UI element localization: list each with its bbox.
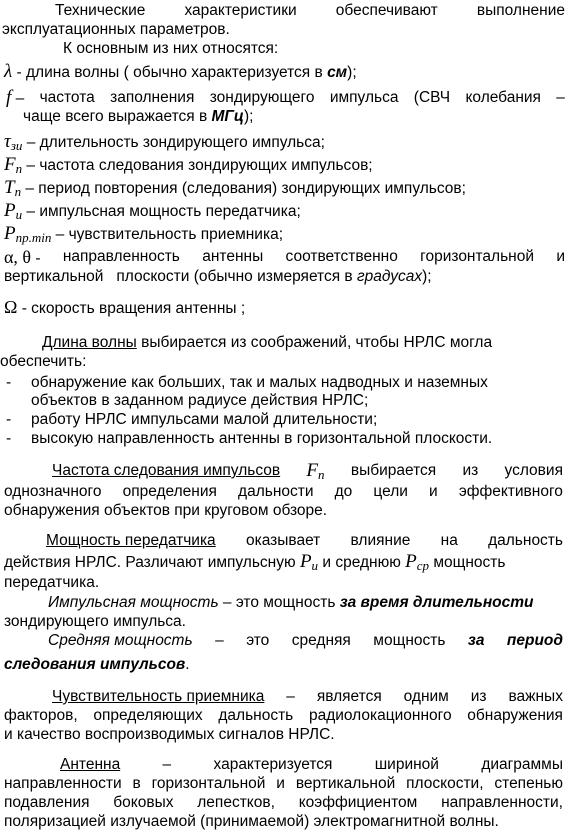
emphasis: за время длительности — [339, 594, 534, 611]
term-frequency: Частота следования импульсов — [52, 462, 281, 479]
word: заполнения — [110, 89, 195, 106]
term-sensitivity: Чувствительность приемника — [52, 688, 265, 705]
word: дальности — [238, 483, 314, 500]
word: определяющих — [93, 707, 203, 724]
subscript: п — [15, 161, 23, 176]
freq-line-2 — [0, 483, 575, 501]
P-symbol: P — [299, 551, 312, 572]
param-text: - длина волны ( обычно характеризуется в — [12, 64, 328, 81]
paragraph-text: и среднюю — [318, 554, 406, 571]
param-text: – частота следования зондирующих импульсов; — [22, 157, 373, 174]
word: направленности — [4, 775, 122, 792]
power-average-line-2 — [4, 656, 575, 674]
param-text: – импульсная мощность передатчика; — [22, 203, 301, 220]
paragraph-text: выбирается из соображений, чтобы НРЛС могла — [136, 334, 493, 351]
word: направленности, — [441, 794, 563, 811]
word: важных — [508, 688, 563, 705]
param-text: ); — [243, 108, 254, 125]
word: горизонтальной — [151, 775, 266, 792]
freq-line-3: обнаружения объектов при круговом обзоре. — [4, 502, 328, 519]
f-symbol: f — [6, 87, 12, 108]
bullet-dash: - — [6, 411, 12, 428]
word: – — [162, 756, 172, 773]
intro-line-3: К основным из них относятся: — [63, 40, 279, 57]
term-impulse-power: Импульсная мощность — [48, 594, 219, 611]
param-f-line-1 — [0, 89, 575, 108]
param-alpha-line-2 — [4, 268, 575, 286]
F-symbol: F — [4, 154, 16, 175]
param-omega — [4, 298, 575, 318]
intro-line-1 — [0, 2, 575, 20]
lambda-symbol: λ — [4, 61, 13, 82]
word: обеспечивают — [335, 2, 438, 19]
sens-line-2 — [0, 707, 575, 725]
word: выполнение — [476, 2, 565, 19]
word: направленность — [62, 248, 180, 265]
param-text: ); — [422, 268, 432, 285]
word: частота — [39, 89, 95, 106]
power-line-1 — [0, 532, 575, 550]
word: радиолокационного — [308, 707, 452, 724]
word: – — [215, 632, 224, 649]
word: характеристики — [184, 2, 297, 19]
tau-symbol: τ — [4, 131, 11, 152]
word: характеризуется — [213, 756, 333, 773]
param-text: вертикальной плоскости (обычно измеряется в — [4, 268, 357, 285]
wave-bullet-1-cont — [0, 392, 575, 410]
word: – — [11, 90, 25, 107]
word: и — [276, 775, 285, 792]
word: горизонтальной — [420, 248, 534, 265]
word: мощность — [373, 632, 446, 649]
P-symbol: P — [405, 551, 417, 572]
word: на — [440, 532, 458, 549]
word: дальность — [218, 707, 294, 724]
sens-line-1 — [0, 688, 575, 706]
subscript: п — [14, 184, 22, 199]
alpha-theta-symbol: α, θ — [4, 247, 32, 267]
power-average-line-1 — [0, 632, 575, 650]
paragraph-text: – это мощность — [218, 594, 340, 611]
unit: МГц — [211, 108, 244, 125]
bullet-text: высокую направленность антенны в горизонтальной плоскости. — [31, 430, 493, 447]
word: это — [246, 632, 270, 649]
paragraph-text: мощность — [429, 554, 506, 571]
param-tau — [4, 133, 575, 155]
bullet-text: объектов в заданном радиусе действия НРЛС; — [31, 392, 369, 409]
word: средняя — [291, 632, 351, 649]
bullet-dash: - — [6, 374, 12, 391]
intro-line-2: эксплуатационных параметров. — [2, 21, 230, 38]
param-fn — [4, 156, 575, 178]
word: выбирается — [350, 462, 437, 479]
word: коэффициентом — [298, 794, 418, 811]
word: диаграммы — [481, 756, 563, 773]
wave-bullet-2 — [0, 411, 575, 429]
bullet-dash: - — [6, 430, 12, 447]
param-text: - скорость вращения антенны ; — [17, 300, 246, 317]
unit: градусах — [356, 268, 423, 285]
bullet-text: работу НРЛС импульсами малой длительности; — [31, 411, 378, 428]
word: является — [316, 688, 382, 705]
subscript: п — [318, 467, 325, 482]
word: – — [556, 89, 565, 106]
word: (СВЧ — [413, 89, 451, 106]
word: Технические — [55, 2, 146, 19]
word: из — [462, 462, 479, 479]
word: соответственно — [285, 248, 398, 265]
param-text: – период повторения (следования) зондирующих импульсов; — [21, 180, 466, 197]
wave-bullet-3 — [0, 430, 575, 448]
P-symbol: P — [4, 223, 16, 244]
ant-line-3 — [0, 794, 575, 812]
omega-symbol: Ω — [4, 297, 18, 317]
word: колебания — [465, 89, 541, 106]
F-symbol: F — [306, 460, 319, 481]
subscript: пр.min — [15, 230, 52, 245]
word: зондирующего — [209, 89, 315, 106]
param-tn — [4, 179, 575, 201]
word: определения — [122, 483, 217, 500]
emphasis: период — [506, 632, 563, 649]
paragraph-text: . — [185, 656, 190, 673]
param-alpha-line-1 — [0, 248, 575, 268]
param-text: – чувствительность приемника; — [51, 226, 283, 243]
word: условия — [504, 462, 563, 479]
param-text: – длительность зондирующего импульса; — [22, 134, 325, 151]
emphasis: за — [467, 632, 485, 649]
word: влияние — [350, 532, 411, 549]
word: – — [286, 688, 295, 705]
word: вертикальной — [295, 775, 396, 792]
term-average-power: Средняя мощность — [48, 632, 193, 649]
freq-line-1 — [0, 462, 575, 484]
power-line-3: передатчика. — [4, 574, 100, 591]
term-antenna: Антенна — [60, 756, 121, 773]
word: и — [556, 248, 565, 265]
word: в — [132, 775, 141, 792]
param-pu — [4, 202, 575, 224]
wave-line-2: обеспечить: — [0, 353, 87, 370]
ant-line-2 — [0, 775, 575, 793]
word: - — [31, 250, 41, 267]
T-symbol: T — [4, 177, 15, 198]
power-impulse-line-2: зондирующего импульса. — [4, 613, 186, 630]
param-f-line-2 — [23, 108, 575, 126]
wave-bullet-1 — [0, 374, 575, 392]
word: и — [429, 483, 438, 500]
word: оказывает — [245, 532, 321, 549]
param-text: ); — [347, 64, 357, 81]
param-text: чаще всего выражается в — [23, 108, 212, 125]
word: степенью — [494, 775, 563, 792]
word: до — [334, 483, 353, 500]
term-power: Мощность передатчика — [46, 532, 216, 549]
word: плоскости, — [406, 775, 484, 792]
word: импульса — [329, 89, 399, 106]
word: из — [470, 688, 487, 705]
param-lambda — [4, 63, 575, 82]
word: цели — [373, 483, 408, 500]
word: лепестков, — [197, 794, 275, 811]
sens-line-3: и качество воспроизводимых сигналов НРЛС. — [4, 726, 335, 743]
subscript: зи — [10, 138, 23, 153]
ant-line-1 — [0, 756, 575, 774]
word: обнаружения — [467, 707, 563, 724]
word: подавления — [4, 794, 90, 811]
subscript: и — [311, 558, 319, 573]
paragraph-text: действия НРЛС. Различают импульсную — [4, 554, 300, 571]
word: факторов, — [4, 707, 78, 724]
word: эффективного — [458, 483, 563, 500]
subscript: ср — [416, 558, 430, 573]
bullet-text: обнаружение как больших, так и малых надводных и наземных — [31, 374, 488, 391]
word: однозначного — [4, 483, 102, 500]
word: антенны — [202, 248, 264, 265]
power-line-2 — [4, 553, 575, 575]
wave-line-1 — [42, 334, 575, 352]
param-pmin — [4, 225, 575, 247]
term-wavelength: Длина волны — [42, 334, 137, 351]
power-impulse-line-1 — [48, 594, 575, 612]
word: одним — [403, 688, 449, 705]
word: шириной — [374, 756, 439, 773]
P-symbol: P — [4, 200, 16, 221]
ant-line-4: поляризацией излучаемой (принимаемой) электромагнитной волны. — [4, 813, 499, 830]
word: боковых — [113, 794, 174, 811]
word: дальность — [488, 532, 563, 549]
unit: см — [327, 64, 348, 81]
emphasis: следования импульсов — [4, 656, 186, 673]
subscript: и — [15, 207, 23, 222]
